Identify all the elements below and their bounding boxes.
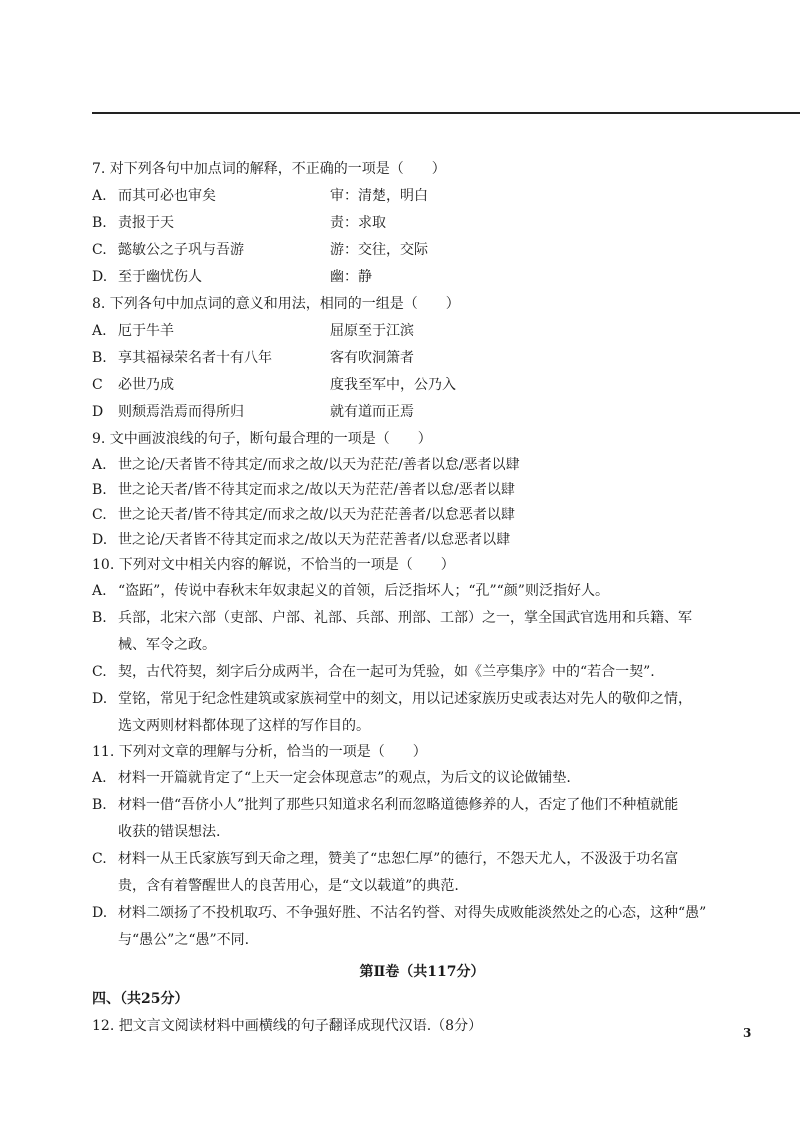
header-rule	[92, 112, 800, 114]
q10-stem: 10. 下列对文中相关内容的解说，不恰当的一项是（ ）	[92, 557, 455, 573]
q8-option-d: D 则颓焉浩焉而得所归 就有道而正焉	[92, 404, 414, 420]
q7-option-a: A. 而其可必也审矣 审：清楚，明白	[92, 188, 428, 204]
q11-option-d: D. 材料二颂扬了不投机取巧、不争强好胜、不沽名钓誉、对得失成败能淡然处之的心态，这种“愚”	[92, 905, 707, 921]
q7-option-d: D. 至于幽忧伤人 幽：静	[92, 269, 372, 285]
exam-content	[92, 156, 752, 1040]
q8-option-a: A. 厄于牛羊 屈原至于江滨	[92, 323, 414, 339]
part-4-title: 四、（共25分）	[92, 991, 189, 1007]
q11-option-a: A. 材料一开篇就肯定了“上天一定会体现意志”的观点，为后文的议论做铺垫.	[92, 770, 571, 786]
q9-option-c: C. 世之论天者/皆不待其定/而求之故/以天为茫茫善者/以怠恶者以肆	[92, 507, 515, 523]
q11-stem: 11. 下列对文章的理解与分析，恰当的一项是（ ）	[92, 744, 427, 760]
q8-option-b: B. 享其福禄荣名者十有八年 客有吹洞箫者	[92, 350, 414, 366]
q11-option-d-continued: 与“愚公”之“愚”不同.	[118, 932, 250, 948]
q11-option-b: B. 材料一借“吾侪小人”批判了那些只知道求名利而忽略道德修养的人，否定了他们不种植就能	[92, 797, 679, 813]
q10-option-c: C. 契，古代符契，刻字后分成两半，合在一起可为凭验，如《兰亭集序》中的“若合一契”.	[92, 664, 655, 680]
q10-option-b: B. 兵部，北宋六部（吏部、户部、礼部、兵部、刑部、工部）之一，掌全国武官选用和兵籍、军	[92, 610, 692, 626]
section-2-title: 第Ⅱ卷（共117分）	[359, 964, 485, 980]
q11-option-b-continued: 收获的错误想法.	[118, 824, 221, 840]
q8-stem: 8. 下列各句中加点词的意义和用法，相同的一组是（ ）	[92, 296, 460, 312]
q12-stem: 12. 把文言文阅读材料中画横线的句子翻译成现代汉语.（8分）	[92, 1018, 483, 1034]
q11-option-c: C. 材料一从王氏家族写到天命之理，赞美了“忠恕仁厚”的德行，不怨天尤人，不汲汲于功名富	[92, 851, 679, 867]
q10-option-a: A. “盗跖”，传说中春秋末年奴隶起义的首领，后泛指坏人；“孔”“颜”则泛指好人。	[92, 583, 609, 599]
page-number: 3	[743, 1026, 752, 1040]
q10-option-b-continued: 械、军令之政。	[118, 637, 216, 653]
q7-option-b: B. 责报于天 责：求取	[92, 215, 386, 231]
q10-option-d-continued: 选文两则材料都体现了这样的写作目的。	[118, 718, 370, 734]
q7-option-c: C. 懿敏公之子巩与吾游 游：交往，交际	[92, 242, 428, 258]
q11-option-c-continued: 贵，含有着警醒世人的良苦用心，是“文以载道”的典范.	[118, 878, 459, 894]
q9-option-b: B. 世之论天者/皆不待其定而求之/故以天为茫茫/善者以怠/恶者以肆	[92, 482, 515, 498]
q7-stem: 7. 对下列各句中加点词的解释，不正确的一项是（ ）	[92, 161, 446, 177]
q9-stem: 9. 文中画波浪线的句子，断句最合理的一项是（ ）	[92, 431, 432, 447]
q8-option-c: C 必世乃成 度我至军中，公乃入	[92, 377, 456, 393]
q9-option-a: A. 世之论/天者皆不待其定/而求之故/以天为茫茫/善者以怠/恶者以肆	[92, 457, 520, 473]
q10-option-d: D. 堂铭，常见于纪念性建筑或家族祠堂中的刻文，用以记述家族历史或表达对先人的敬仰之情，	[92, 691, 692, 707]
q9-option-d: D. 世之论/天者皆不待其定而求之/故以天为茫茫善者/以怠恶者以肆	[92, 532, 511, 548]
